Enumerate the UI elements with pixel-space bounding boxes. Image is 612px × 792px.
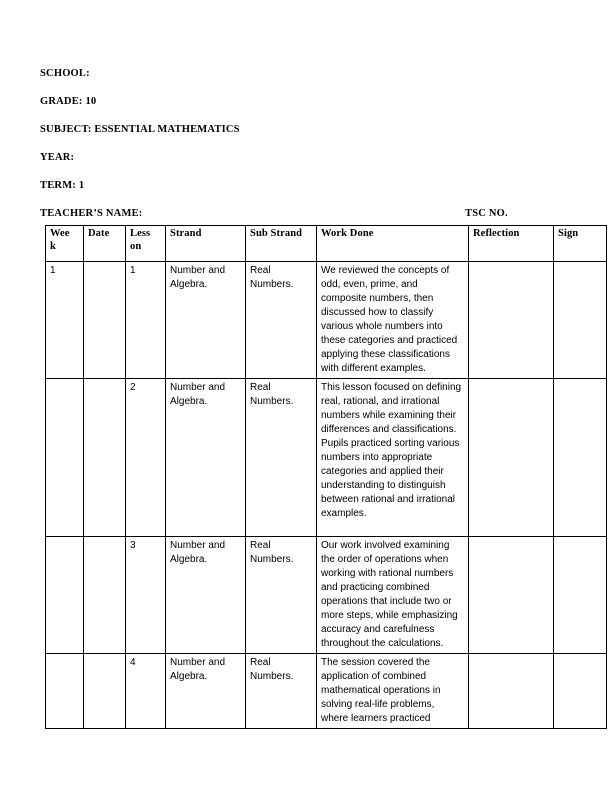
cell-reflection xyxy=(469,262,554,379)
table-row xyxy=(46,379,607,537)
cell-sub-strand: Real Numbers. xyxy=(246,262,317,379)
document-header xyxy=(40,68,600,236)
col-header-sign-label: Sign xyxy=(558,228,579,239)
col-header-reflection-label: Reflection xyxy=(473,228,520,239)
col-header-sub-strand-label: Sub Strand xyxy=(250,228,303,239)
cell-work-done: This lesson focused on defining real, rational, and irrational numbers while examining their differences and classifications. Pupils practiced sorting various numbers into appropriate categories and applied their understanding to distinguish between rational and irrational examples. xyxy=(317,379,469,537)
cell-reflection xyxy=(469,379,554,537)
cell-sign xyxy=(554,262,607,379)
cell-sign xyxy=(554,379,607,537)
col-header-week-label: Week xyxy=(50,228,70,252)
cell-lesson: 3 xyxy=(126,537,166,654)
table-row xyxy=(46,537,607,654)
table-row xyxy=(46,654,607,729)
tsc-no-field: TSC NO. xyxy=(465,208,508,219)
cell-sub-strand: Real Numbers. xyxy=(246,537,317,654)
cell-sign xyxy=(554,537,607,654)
school-field: SCHOOL: xyxy=(40,68,90,79)
cell-date xyxy=(84,262,126,379)
term-field: TERM: 1 xyxy=(40,180,85,191)
col-header-date-label: Date xyxy=(88,228,110,239)
col-header-work-done-label: Work Done xyxy=(321,228,374,239)
cell-work-done: The session covered the application of combined mathematical operations in solving real-life problems, where learners practiced xyxy=(317,654,469,729)
col-header-date xyxy=(84,226,126,262)
cell-date xyxy=(84,379,126,537)
table-row xyxy=(46,262,607,379)
cell-reflection xyxy=(469,654,554,729)
cell-week xyxy=(46,379,84,537)
cell-lesson: 4 xyxy=(126,654,166,729)
work-record-table xyxy=(45,225,607,729)
cell-work-done: Our work involved examining the order of operations when working with rational numbers and practicing combined operations that include two or more steps, while emphasizing accuracy and carefulness throughout the calculations. xyxy=(317,537,469,654)
col-header-strand-label: Strand xyxy=(170,228,202,239)
col-header-work-done xyxy=(317,226,469,262)
cell-week: 1 xyxy=(46,262,84,379)
table-header-row xyxy=(46,226,607,262)
cell-work-done: We reviewed the concepts of odd, even, prime, and composite numbers, then discussed how to classify various whole numbers into these categories and practiced applying these classifications with different examples. xyxy=(317,262,469,379)
cell-sign xyxy=(554,654,607,729)
cell-week xyxy=(46,537,84,654)
cell-lesson: 1 xyxy=(126,262,166,379)
cell-strand: Number and Algebra. xyxy=(166,379,246,537)
teacher-name-field: TEACHER’S NAME: xyxy=(40,208,143,219)
col-header-reflection xyxy=(469,226,554,262)
cell-date xyxy=(84,537,126,654)
cell-sub-strand: Real Numbers. xyxy=(246,379,317,537)
teacher-tsc-row xyxy=(40,208,600,221)
cell-week xyxy=(46,654,84,729)
cell-reflection xyxy=(469,537,554,654)
col-header-sub-strand xyxy=(246,226,317,262)
cell-sub-strand: Real Numbers. xyxy=(246,654,317,729)
cell-date xyxy=(84,654,126,729)
col-header-sign xyxy=(554,226,607,262)
col-header-strand xyxy=(166,226,246,262)
cell-lesson: 2 xyxy=(126,379,166,537)
col-header-lesson-label: Lesson xyxy=(130,228,151,252)
cell-strand: Number and Algebra. xyxy=(166,537,246,654)
year-field: YEAR: xyxy=(40,152,75,163)
col-header-lesson xyxy=(126,226,166,262)
cell-strand: Number and Algebra. xyxy=(166,262,246,379)
col-header-week xyxy=(46,226,84,262)
subject-field: SUBJECT: ESSENTIAL MATHEMATICS xyxy=(40,124,240,135)
cell-strand: Number and Algebra. xyxy=(166,654,246,729)
grade-field: GRADE: 10 xyxy=(40,96,97,107)
